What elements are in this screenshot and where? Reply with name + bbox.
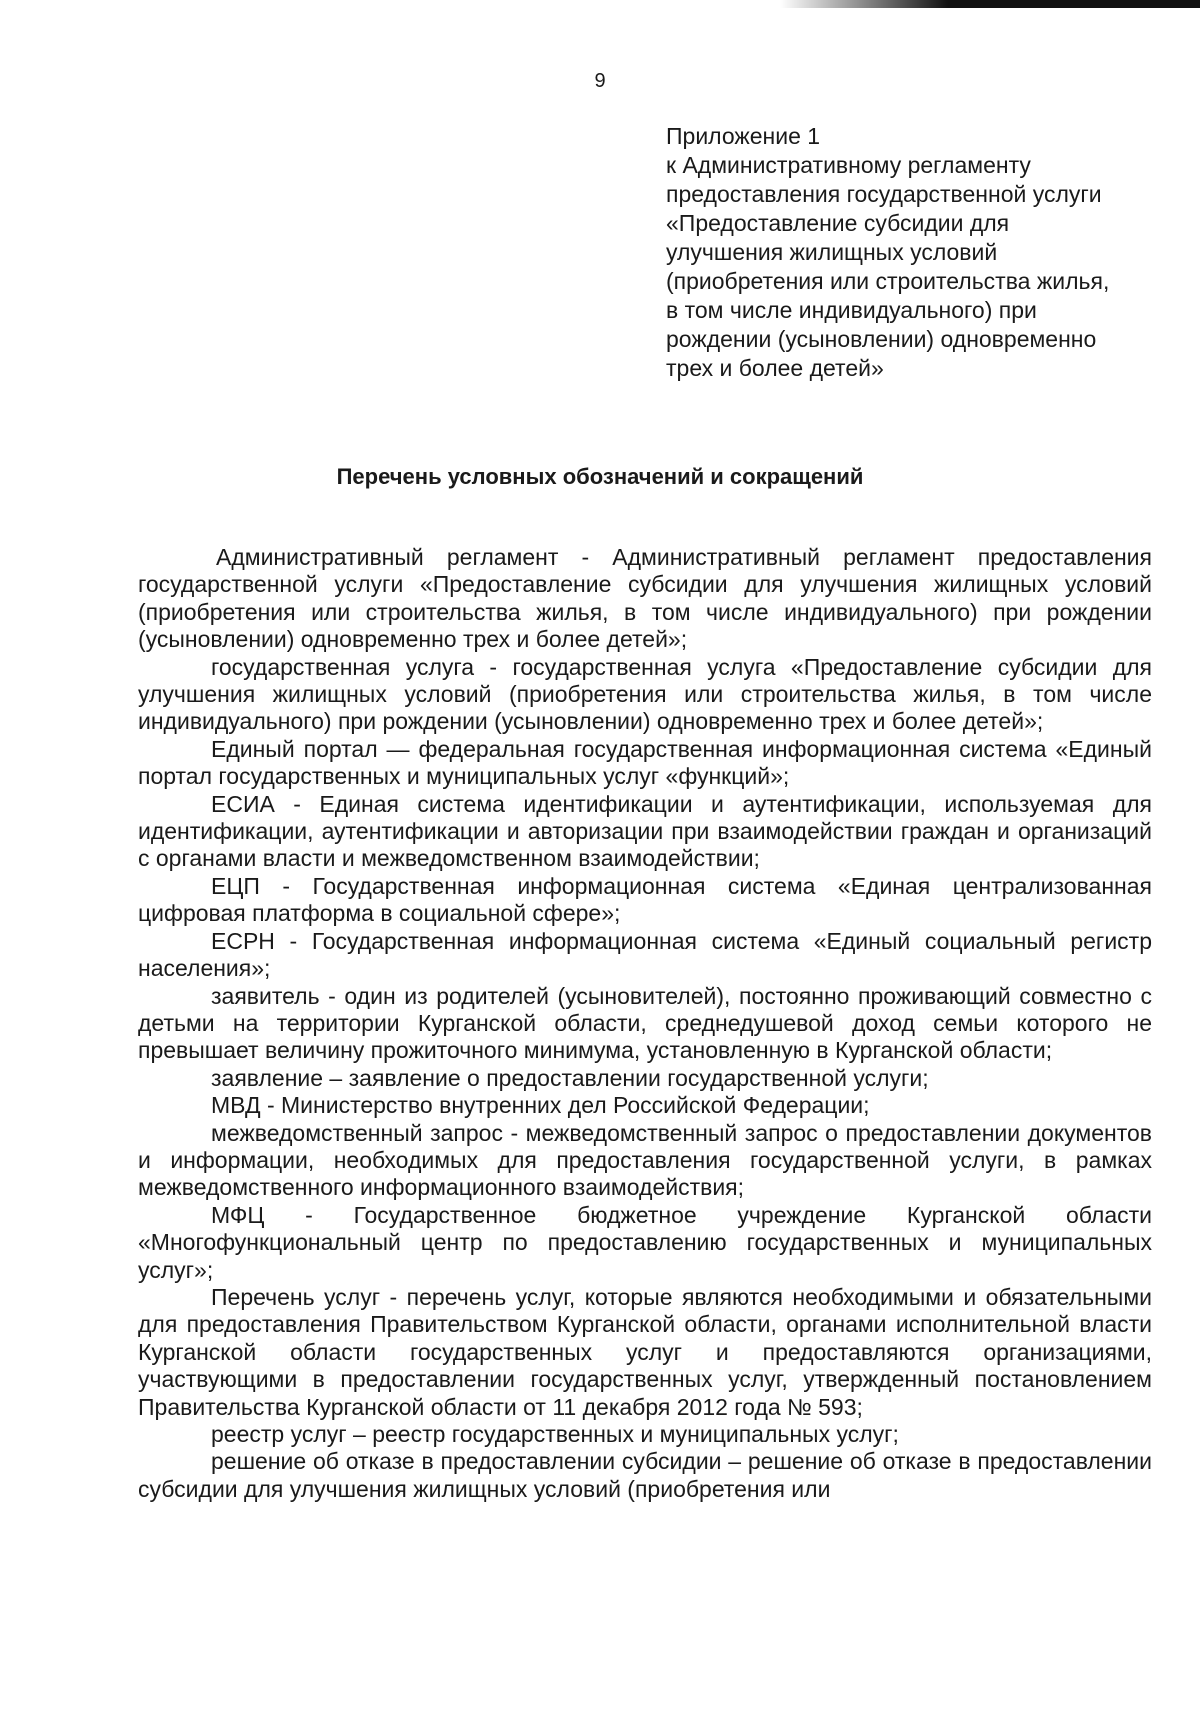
appendix-line: предоставления государственной услуги <box>666 181 1102 207</box>
definition-services-list: Перечень услуг - перечень услуг, которые являются необходимыми и обязательными для предоставления Правительством Курганской области, органами исполнительной власти Курганской области государственных услуг и предоставляются организациями, участвующими в предоставлении государственных услуг, утвержденный постановлением Правительства Курганской области от 11 декабря 2012 года № 593; <box>138 1283 1152 1420</box>
appendix-line: в том числе индивидуального) при <box>666 297 1037 323</box>
appendix-line: к Административному регламенту <box>666 152 1031 178</box>
definition-esia: ЕСИА - Единая система идентификации и аутентификации, используемая для идентификации, аутентификации и авторизации при взаимодействии граждан и организаций с органами власти и межведомственном взаимодействии; <box>138 790 1152 872</box>
definition-esrn: ЕСРН - Государственная информационная система «Единый социальный регистр населения»; <box>138 927 1152 982</box>
definition-ecp: ЕЦП - Государственная информационная система «Единая централизованная цифровая платформа в социальной сфере»; <box>138 872 1152 927</box>
scan-edge-mark <box>780 0 1200 8</box>
definition-applicant: заявитель - один из родителей (усыновителей), постоянно проживающий совместно с детьми на территории Курганской области, среднедушевой доход семьи которого не превышает величину прожиточного минимума, установленную в Курганской области; <box>138 982 1152 1064</box>
appendix-line: трех и более детей» <box>666 355 884 381</box>
definition-refusal-decision: решение об отказе в предоставлении субсидии – решение об отказе в предоставлении субсидии для улучшения жилищных условий (приобретения или <box>138 1448 1152 1502</box>
document-body <box>138 544 1152 1503</box>
appendix-header <box>666 122 1166 383</box>
appendix-line: (приобретения или строительства жилья, <box>666 268 1110 294</box>
definition-state-service: государственная услуга - государственная услуга «Предоставление субсидии для улучшения жилищных условий (приобретения или строительства жилья, в том числе индивидуального) при рождении (усыновлении) одновременно трех и более детей»; <box>138 653 1152 735</box>
section-heading: Перечень условных обозначений и сокращений <box>336 464 864 489</box>
definition-unified-portal: Единый портал — федеральная государственная информационная система «Единый портал государственных и муниципальных услуг «функций»; <box>138 735 1152 790</box>
appendix-line: рождении (усыновлении) одновременно <box>666 326 1097 352</box>
definition-interagency-request: межведомственный запрос - межведомственный запрос о предоставлении документов и информации, необходимых для предоставления государственной услуги, в рамках межведомственного информационного взаимодействия; <box>138 1119 1152 1201</box>
definition-mfc: МФЦ - Государственное бюджетное учреждение Курганской области «Многофункциональный центр по предоставлению государственных и муниципальных услуг»; <box>138 1201 1152 1283</box>
appendix-line: Приложение 1 <box>666 123 821 149</box>
definition-application: заявление – заявление о предоставлении государственной услуги; <box>211 1064 929 1091</box>
definition-administrative-regulation: Административный регламент - Административный регламент предоставления государственной услуги «Предоставление субсидии для улучшения жилищных условий (приобретения или строительства жилья, в том числе индивидуального) при рождении (усыновлении) одновременно трех и более детей»; <box>138 544 1152 653</box>
page-number: 9 <box>594 70 606 92</box>
appendix-line: «Предоставление субсидии для <box>666 210 1010 236</box>
appendix-line: улучшения жилищных условий <box>666 239 998 265</box>
definition-services-register: реестр услуг – реестр государственных и муниципальных услуг; <box>211 1421 899 1447</box>
definition-mvd: МВД - Министерство внутренних дел Российской Федерации; <box>211 1092 870 1119</box>
